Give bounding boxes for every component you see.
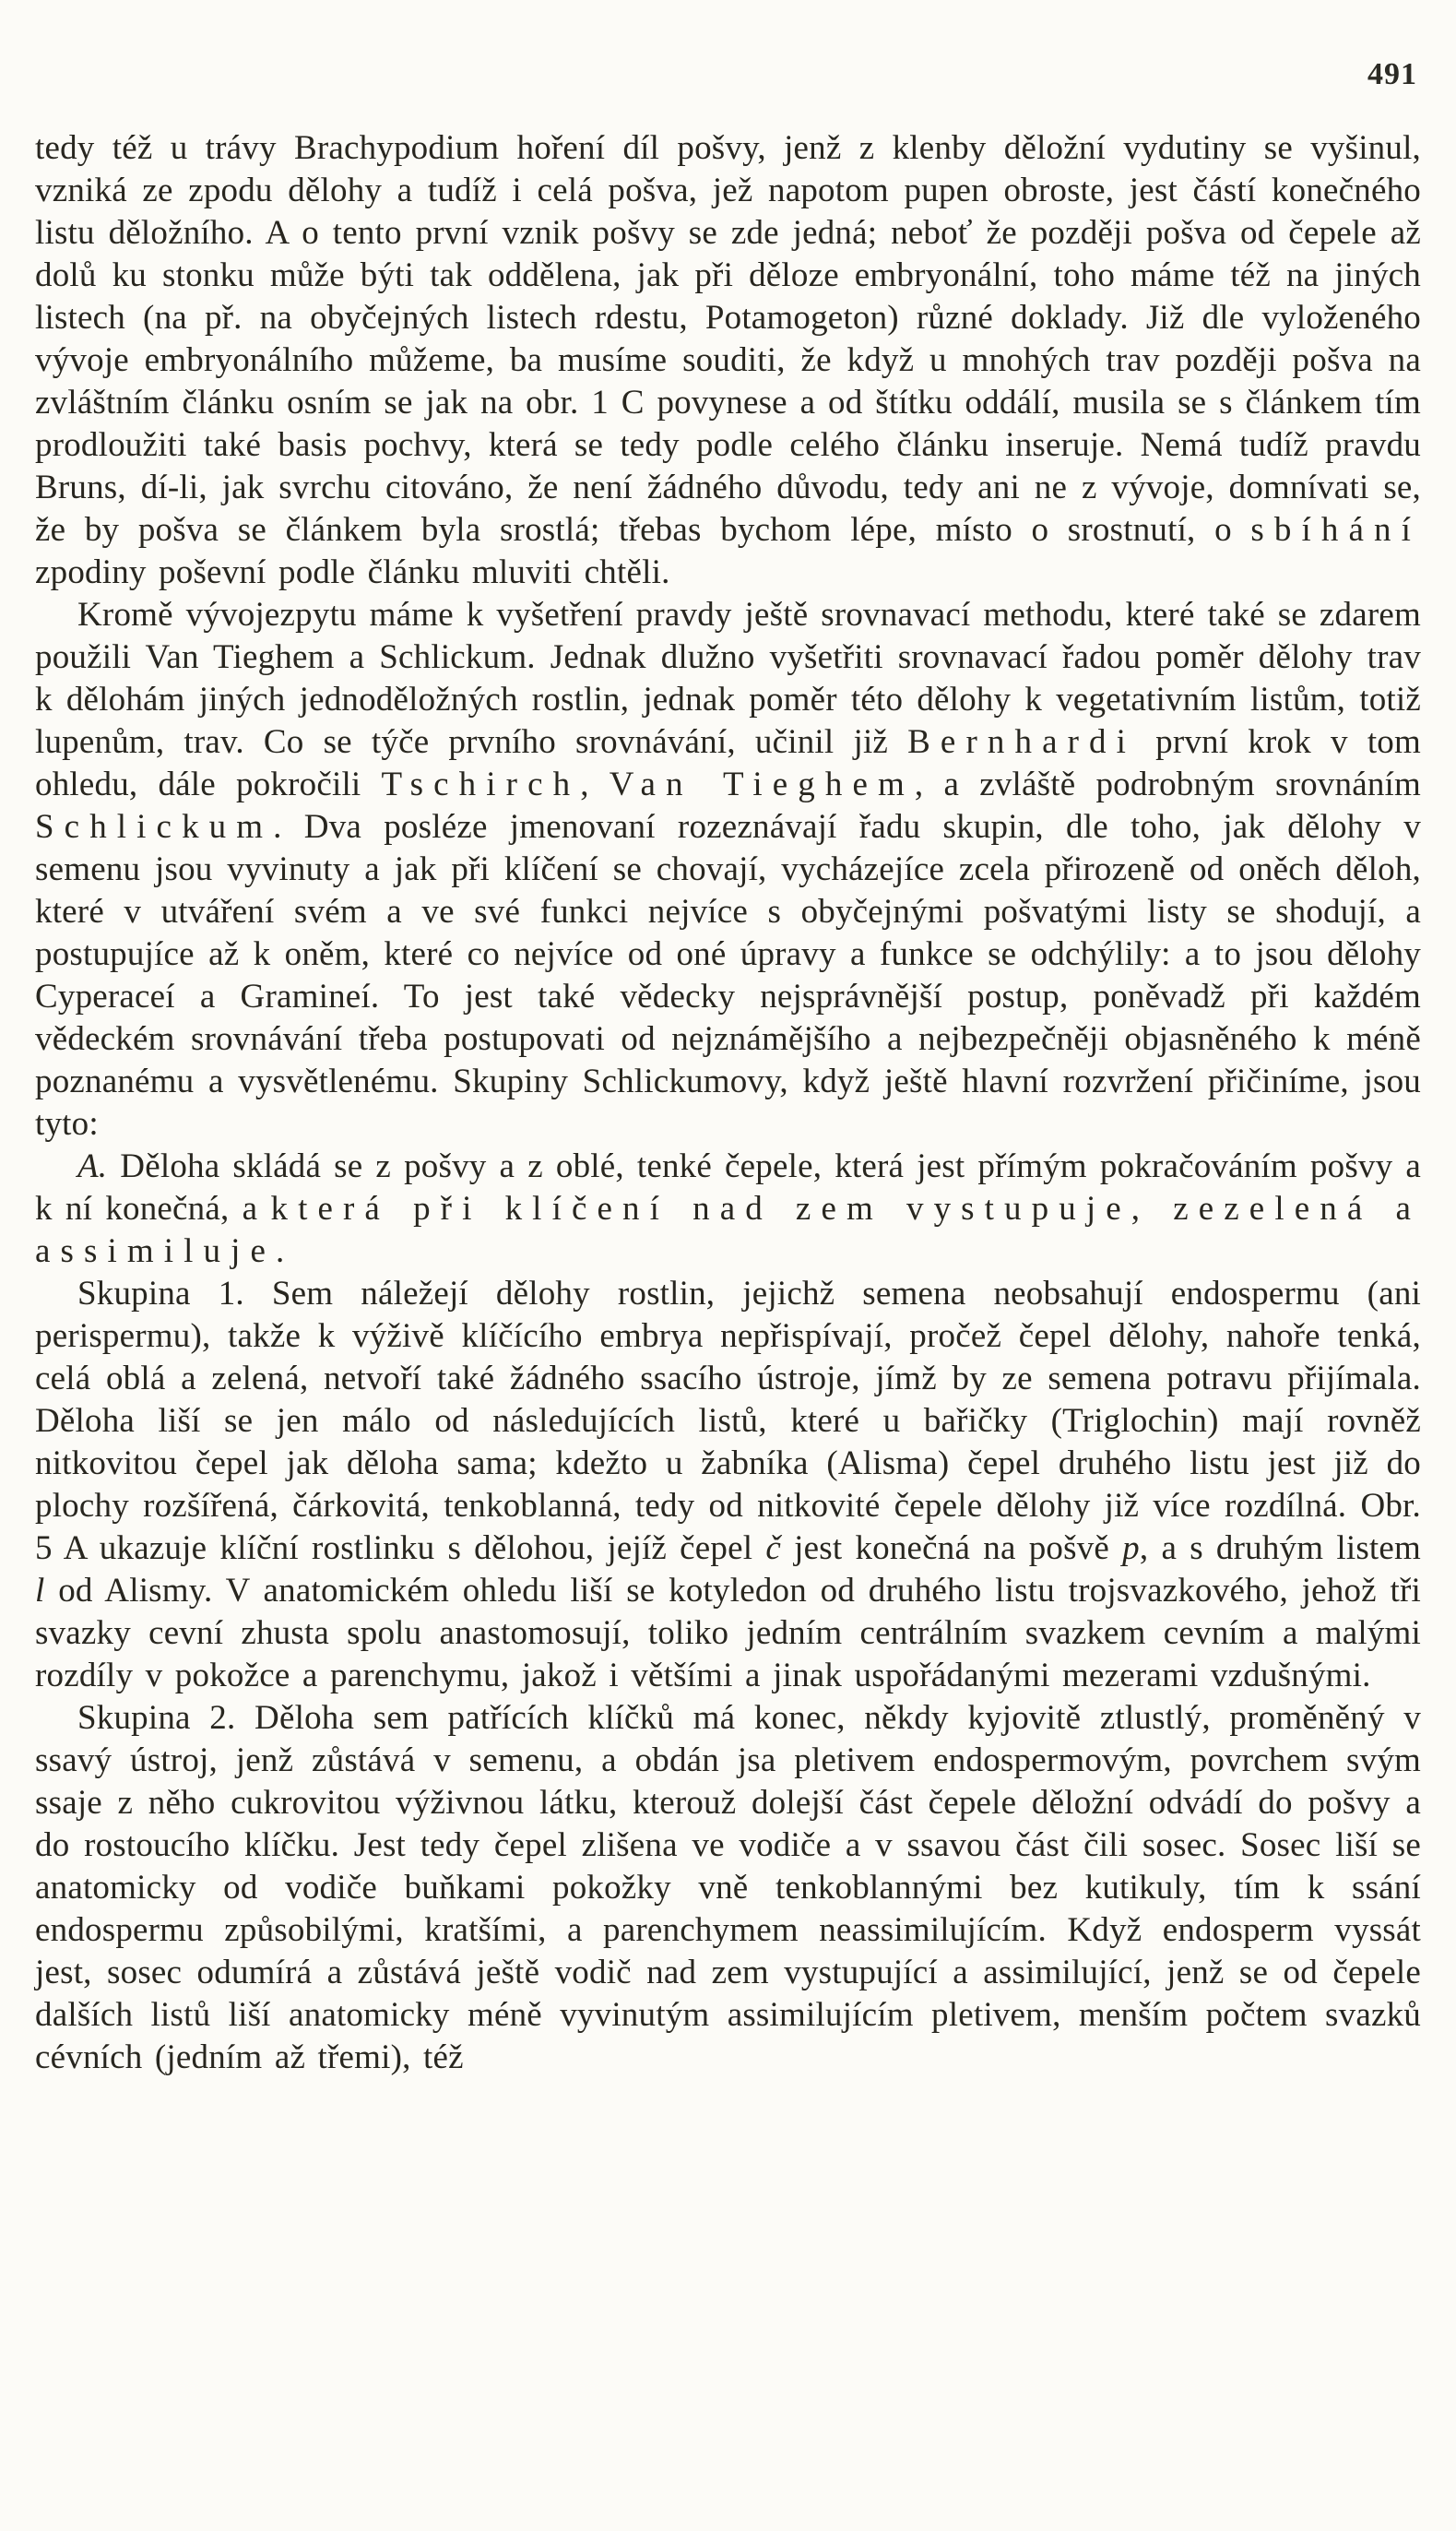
paragraph	[35, 594, 1421, 1146]
text-segment: . Dva posléze jmenovaní rozeznávají řadu skupin, dle toho, jak dělohy v semenu jsou vyvinuty a jak při klíčení se chovají, vycházejíce zcela přirozeně od oněch děloh, které v utváření svém a ve své funkci nejvíce s obyčejnými pošvatými listy se shodují, a postupujíce až k oněm, které co nejvíce od oné úpravy a funkce se odchýlily: a to jsou dělohy Cyperaceí a Gramineí. To jest také vědecky nejsprávnější postup, poněvadž při každém vědeckém srovnávání třeba postupovati od nejznámějšího a nejbezpečněji objasněného k méně poznanému a vysvětlenému. Skupiny Schlickumovy, když ještě hlavní rozvržení přičiníme, jsou tyto:	[35, 808, 1421, 1143]
page-number: 491	[1367, 57, 1417, 91]
text-segment: Skupina 2. Děloha sem patřících klíčků má konec, někdy kyjovitě ztlustlý, proměněný v ssavý ústroj, jenž zůstává v semenu, a obdán jsa pletivem endospermovým, povrchem svým ssaje z něho cukrovitou výživnou látku, kterouž dolejší část čepele děložní odvádí do pošvy a do rostoucího klíčku. Jest tedy čepel zlišena ve vodiče a v ssavou část čili sosec. Sosec liší se anatomicky od vodiče buňkami pokožky vně tenkoblannými bez kutikuly, tím k ssání endospermu způsobilými, kratšími, a parenchymem neassimilujícím. Když endosperm vyssát jest, sosec odumírá a zůstává ještě vodič nad zem vystupující a assimilující, jenž se od čepele dalších listů liší anatomicky méně vyvinutým assimilujícím pletivem, menším počtem svazků cévních (jedním až třemi), též	[35, 1699, 1421, 2076]
text-segment: Děloha skládá se z pošvy a z oblé, tenké čepele, která jest přímým pokračováním pošvy a k ní konečná, a	[35, 1147, 1421, 1228]
text-segment: od Alismy. V anatomickém ohledu liší se kotyledon od druhého listu trojsvazkového, jehož tři svazky cevní zhusta spolu anastomosují, toliko jedním centrálním svazkem cevním a malými rozdíly v pokožce a parenchymu, jakož i většími a jinak uspořádanými mezerami vzdušnými.	[35, 1572, 1421, 1694]
paragraph	[35, 127, 1421, 594]
text-segment: Skupina 1. Sem náležejí dělohy rostlin, jejichž semena neobsahují endospermu (ani perispermu), takže k výživě klíčícího embrya nepřispívají, pročež čepel dělohy, nahoře tenká, celá oblá a zelená, netvoří také žádného ssacího ústroje, jímž by ze semena potravu přijímala. Děloha liší se jen málo od následujících listů, které u bařičky (Triglochin) mají rovněž nitkovitou čepel jak děloha sama; kdežto u žabníka (Alisma) čepel druhého listu jest již do plochy rozšířená, čárkovitá, tenkoblanná, tedy od nitkovité čepele dělohy již více rozdílná. Obr. 5 A ukazuje klíční rostlinku s dělohou, jejíž čepel	[35, 1275, 1421, 1567]
text-segment: jest konečná na pošvě	[781, 1529, 1123, 1567]
paragraph	[35, 1146, 1421, 1273]
text-segment: , a s druhým listem	[1139, 1529, 1421, 1567]
text-segment: první krok v tom ohledu, dále pokročili	[35, 723, 1421, 803]
text-segment: č	[765, 1529, 781, 1567]
text-segment: Bernhardi	[907, 723, 1137, 761]
text-block	[35, 127, 1421, 2079]
text-segment: ,	[580, 766, 610, 803]
paragraph	[35, 1273, 1421, 1697]
paragraph	[35, 1697, 1421, 2079]
text-segment: tedy též u trávy Brachypodium hoření díl pošvy, jenž z klenby děložní vydutiny se vyšinul, vzniká ze zpodu dělohy a tudíž i celá pošva, jež napotom pupen obroste, jest částí konečného listu děložního. A o tento první vznik pošvy se zde jedná; neboť že později pošva od čepele až dolů ku stonku může býti tak oddělena, jak při děloze embryonální, toho máme též na jiných listech (na př. na obyčejných listech rdestu, Potamogeton) různé doklady. Již dle vyloženého vývoje embryonálního můžeme, ba musíme souditi, že když u mnohých trav později pošva na zvláštním článku osním se jak na obr. 1 C povynese a od štítku oddálí, musila se s článkem tím prodloužiti také basis pochvy, která se tedy podle celého článku inseruje. Nemá tudíž pravdu Bruns, dí-li, jak svrchu citováno, že není žádného důvodu, tedy ani ne z vývoje, domnívati se, že by pošva se článkem byla srostlá; třebas bychom lépe, místo o srostnutí, o	[35, 129, 1421, 549]
text-segment: sbíhání	[1250, 511, 1421, 549]
text-segment: l	[35, 1572, 45, 1610]
text-segment: Van Tieghem	[609, 766, 915, 803]
text-segment: Schlickum	[35, 808, 274, 846]
text-segment: p	[1122, 1529, 1140, 1567]
text-segment: Kromě vývojezpytu máme k vyšetření pravdy ještě srovnavací methodu, které také se zdarem použili Van Tieghem a Schlickum. Jednak dlužno vyšetřiti srovnavací řadou poměr dělohy trav k dělohám jiných jednoděložných rostlin, jednak poměr této dělohy k vegetativním listům, totiž lupenům, trav. Co se týče prvního srovnávání, učinil již	[35, 596, 1421, 761]
text-segment: A.	[77, 1147, 108, 1185]
text-segment: Tschirch	[381, 766, 581, 803]
text-segment: , a zvláště podrobným srovnáním	[914, 766, 1421, 803]
text-segment: zpodiny poševní podle článku mluviti chtěli.	[35, 553, 670, 591]
text-segment: která při klíčení nad zem vystupuje, zezelená a assimiluje.	[35, 1190, 1421, 1270]
